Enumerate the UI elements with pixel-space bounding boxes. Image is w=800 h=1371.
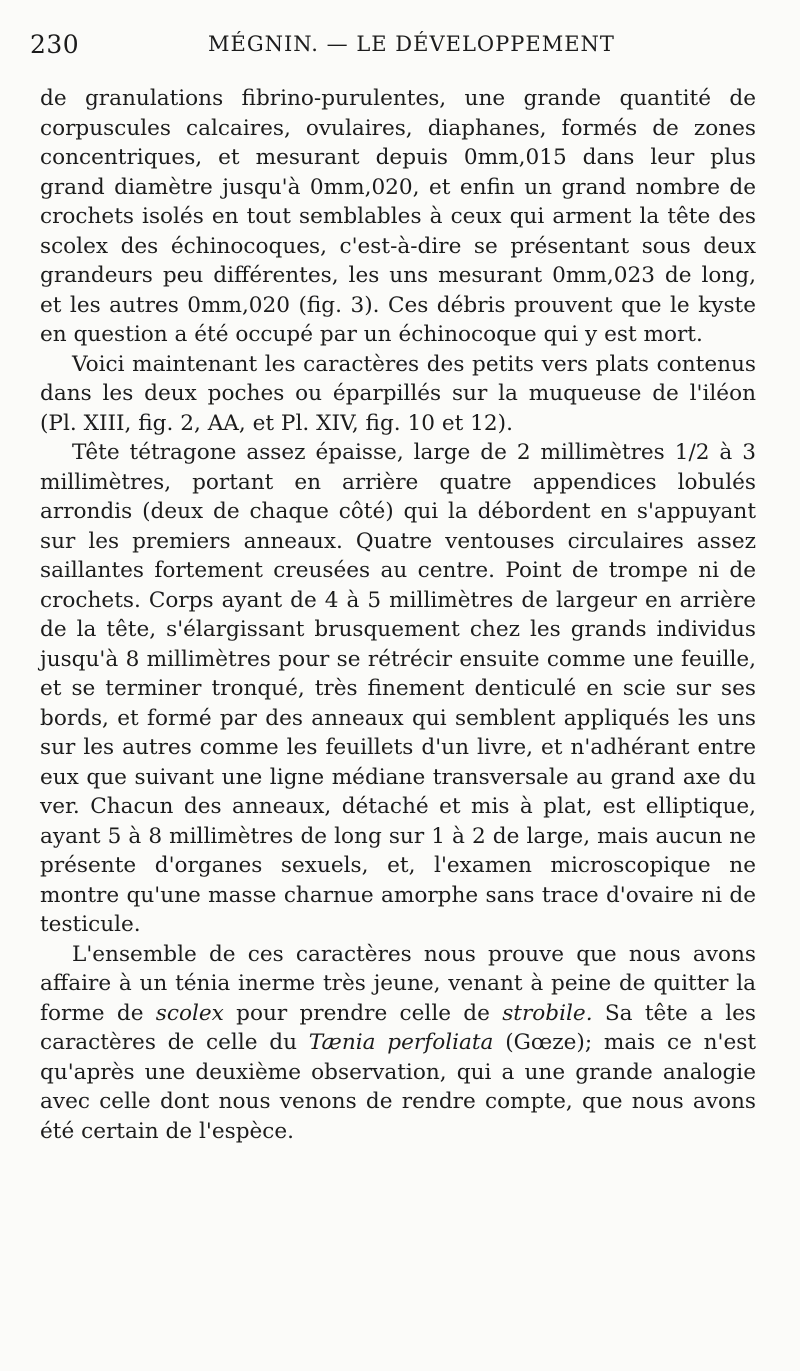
running-head xyxy=(30,30,770,64)
running-title: MÉGNIN. — LE DÉVELOPPEMENT xyxy=(208,32,615,56)
paragraph-4-text: L'ensemble de ces caractères nous prouve que nous avons affaire à un ténia inerme très jeune, venant à peine de quitter la forme de xyxy=(40,941,756,1026)
species-name: Tænia perfoliata xyxy=(308,1030,494,1055)
page-number: 230 xyxy=(30,30,80,59)
term-strobile: strobile. xyxy=(502,1000,593,1026)
paragraph-4-text: pour prendre celle de xyxy=(223,1000,503,1026)
paragraph-4 xyxy=(40,940,756,1147)
term-scolex: scolex xyxy=(155,1000,224,1026)
paragraph-2: Voici maintenant les caractères des petits vers plats contenus dans les deux poches ou éparpillés sur la muqueuse de l'iléon (Pl. XIII, fig. 2, AA, et Pl. XIV, fig. 10 et 12). xyxy=(40,351,756,436)
paragraph-4-text: Sa tête a les caractères de celle du xyxy=(40,1000,756,1055)
paragraph-4-text: (Gœze); mais ce n'est qu'après une deuxième observation, qui a une grande analogie avec celle dont nous venons de rendre compte, que nous avons été certain de l'espèce. xyxy=(40,1030,756,1144)
body-text xyxy=(40,84,756,1146)
paragraph-1: de granulations fibrino-purulentes, une grande quantité de corpuscules calcaires, ovulaires, diaphanes, formés de zones concentriques, et mesurant depuis 0mm,015 dans leur plus grand diamètre jusqu'à 0mm,020, et enfin un grand nombre de crochets isolés en tout semblables à ceux qui arment la tête des scolex des échinocoques, c'est-à-dire se présentant sous deux grandeurs peu différentes, les uns mesurant 0mm,023 de long, et les autres 0mm,020 (fig. 3). Ces débris prouvent que le kyste en question a été occupé par un échinocoque qui y est mort. xyxy=(40,86,756,347)
paragraph-3: Tête tétragone assez épaisse, large de 2 millimètres 1/2 à 3 millimètres, portant en arrière quatre appendices lobulés arrondis (deux de chaque côté) qui la débordent en s'appuyant sur les premiers anneaux. Quatre ventouses circulaires assez saillantes fortement creusées au centre. Point de trompe ni de crochets. Corps ayant de 4 à 5 millimètres de largeur en arrière de la tête, s'élargissant brusquement chez les grands individus jusqu'à 8 millimètres pour se rétrécir ensuite comme une feuille, et se terminer tronqué, très finement denticulé en scie sur ses bords, et formé par des anneaux qui semblent appliqués les uns sur les autres comme les feuillets d'un livre, et n'adhérant entre eux que suivant une ligne médiane transversale au grand axe du ver. Chacun des anneaux, détaché et mis à plat, est elliptique, ayant 5 à 8 millimètres de long sur 1 à 2 de large, mais aucun ne présente d'organes sexuels, et, l'examen microscopique ne montre qu'une masse charnue amorphe sans trace d'ovaire ni de testicule. xyxy=(40,440,756,937)
